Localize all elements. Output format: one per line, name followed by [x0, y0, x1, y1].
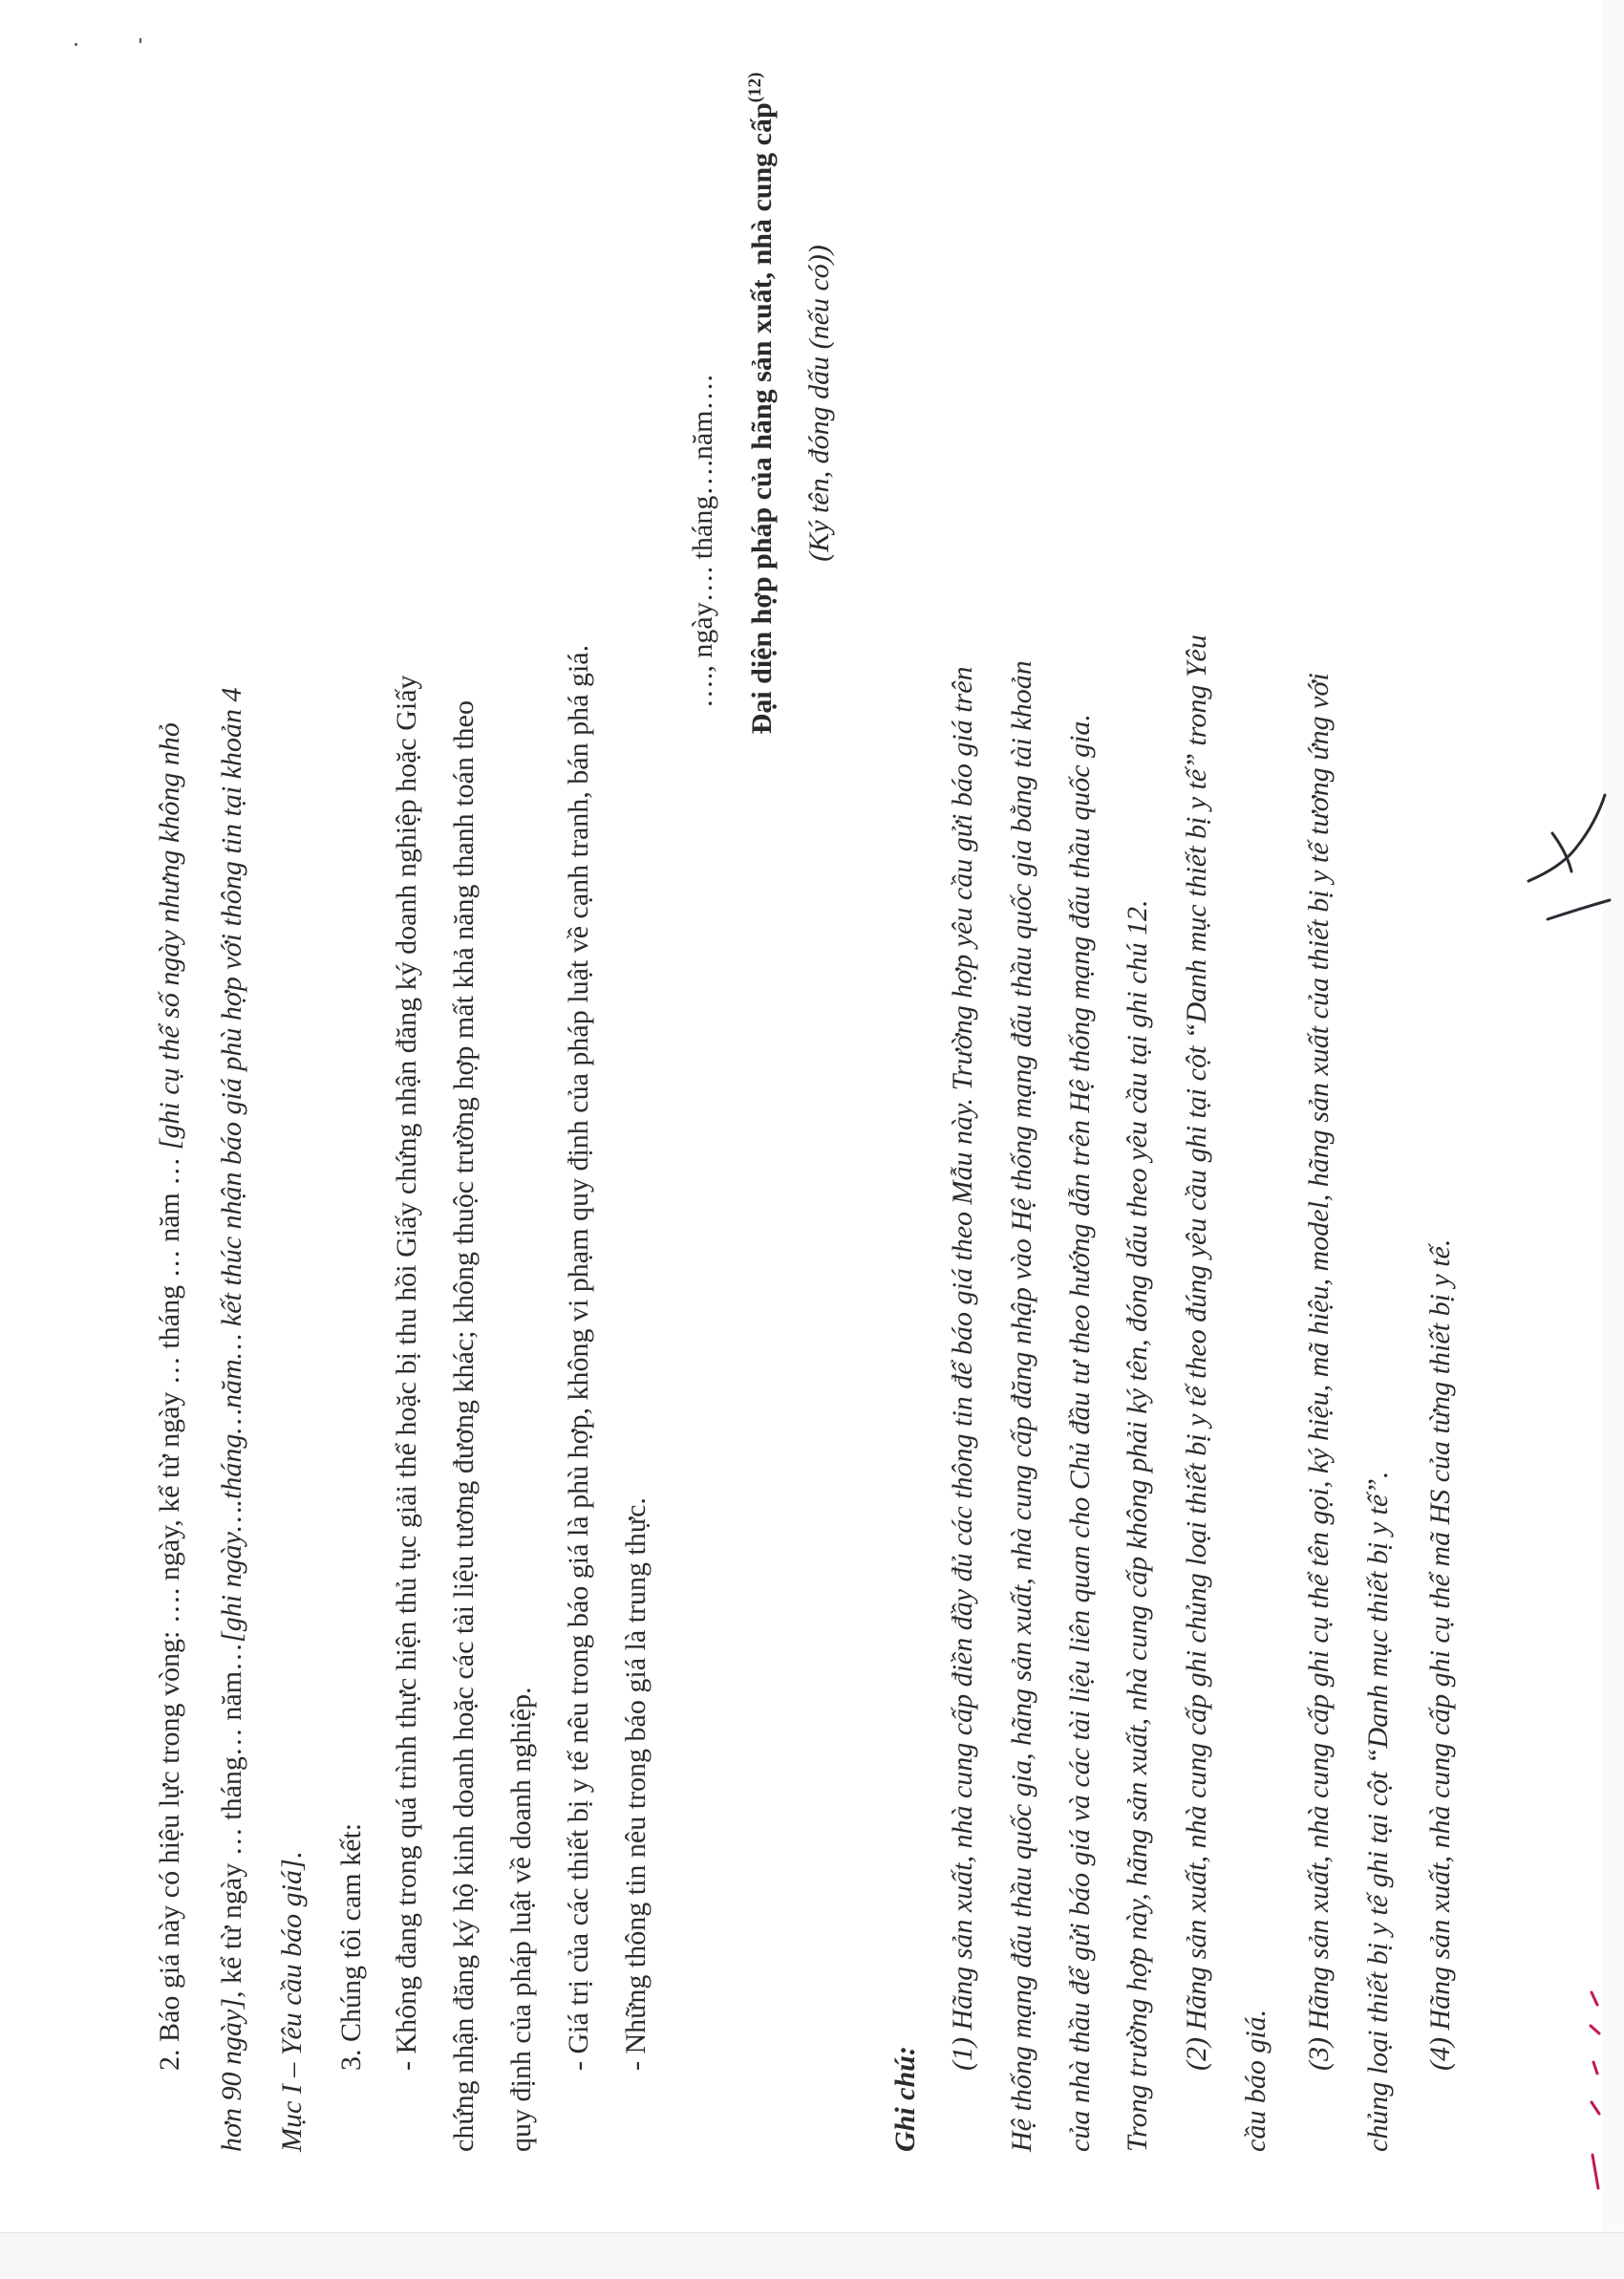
- note-2-line-2: cầu báo giá.: [1240, 2009, 1271, 2152]
- note-1-line-4: Trong trường hợp này, hãng sản xuất, nhà cung cấp không phải ký tên, đóng dấu theo yêu cầu tại ghi chú 12.: [1122, 899, 1153, 2152]
- validity-text: 2. Báo giá này có hiệu lực trong vòng: …. ngày, kể từ ngày … tháng … năm …: [154, 1150, 185, 2071]
- note-3-line-2: chủng loại thiết bị y tế ghi tại cột “Danh mục thiết bị y tế”.: [1362, 1471, 1394, 2152]
- commitment-bullet-1-line-1: - Không đang trong quá trình thực hiện thủ tục giải thể hoặc bị thu hồi Giấy chứng nhận đăng ký doanh nghiệp hoặc Giấy: [391, 675, 422, 2071]
- handwritten-initial-mark: [1519, 766, 1624, 938]
- scan-margin-bottom: [0, 2232, 1624, 2279]
- signature-subtitle: (Ký tên, đóng dấu (nếu có)): [803, 245, 835, 562]
- validity-note: [ghi cụ thể số ngày nhưng không nhỏ: [154, 722, 185, 1150]
- commitment-bullet-1-line-2: chứng nhận đăng ký hộ kinh doanh hoặc các tài liệu tương đương khác; không thuộc trường hợp mất khả năng thanh toán theo: [448, 700, 480, 2152]
- signature-title: Đại diện hợp pháp của hãng sản xuất, nhà cung cấp$^{(12)}$: [745, 72, 778, 735]
- note-1-line-2: Hệ thống mạng đấu thầu quốc gia, hãng sản xuất, nhà cung cấp đăng nhập vào Hệ thống mạng đấu thầu quốc gia bằng tài khoản: [1006, 660, 1037, 2152]
- commitment-bullet-2: - Giá trị của các thiết bị y tế nêu trong báo giá là phù hợp, không vi phạm quy định của pháp luật về cạnh tranh, bán phá giá.: [563, 644, 594, 2071]
- scan-speck: [75, 43, 77, 46]
- scan-speck: [139, 38, 141, 43]
- signature-date: …., ngày…. tháng….năm….: [687, 375, 718, 709]
- note-1-line-3: của nhà thầu để gửi báo giá và các tài liệu liên quan cho Chủ đầu tư theo hướng dẫn trên Hệ thống mạng đấu thầu quốc gia.: [1064, 714, 1096, 2152]
- note-2-line-1: (2) Hãng sản xuất, nhà cung cấp ghi chủng loại thiết bị y tế theo đúng yêu cầu ghi tại cột “Danh mục thiết bị y tế” trong Yêu: [1181, 634, 1212, 2071]
- note-1-line-1: (1) Hãng sản xuất, nhà cung cấp điền đầy đủ các thông tin để báo giá theo Mẫu này. Trường hợp yêu cầu gửi báo giá trên: [947, 666, 978, 2071]
- rotated-page-content: [129, 2, 1619, 2190]
- stamp-mark: [1586, 1988, 1605, 2207]
- commitment-heading: 3. Chúng tôi cam kết:: [335, 1822, 367, 2071]
- notes-heading: Ghi chú:: [889, 2046, 921, 2152]
- validity-paragraph-line-1: [148, 722, 191, 2071]
- commitment-bullet-1-line-3: quy định của pháp luật về doanh nghiệp.: [505, 1687, 537, 2152]
- validity-paragraph-line-3: Mục I – Yêu cầu báo giá].: [276, 1851, 308, 2152]
- note-4: (4) Hãng sản xuất, nhà cung cấp ghi cụ thể mã HS của từng thiết bị y tế.: [1424, 1238, 1456, 2071]
- note-3-line-1: (3) Hãng sản xuất, nhà cung cấp ghi cụ thể tên gọi, ký hiệu, mã hiệu, model, hãng sản xuất của thiết bị y tế tương ứng với: [1303, 673, 1335, 2071]
- signature-title-footnote: (12): [745, 72, 765, 103]
- commitment-bullet-3: - Những thông tin nêu trong báo giá là trung thực.: [620, 1497, 652, 2071]
- validity-paragraph-line-2: hơn 90 ngày], kể từ ngày … tháng… năm…[ghi ngày….tháng…năm… kết thúc nhận báo giá phù hợp với thông tin tại khoản 4: [216, 687, 247, 2152]
